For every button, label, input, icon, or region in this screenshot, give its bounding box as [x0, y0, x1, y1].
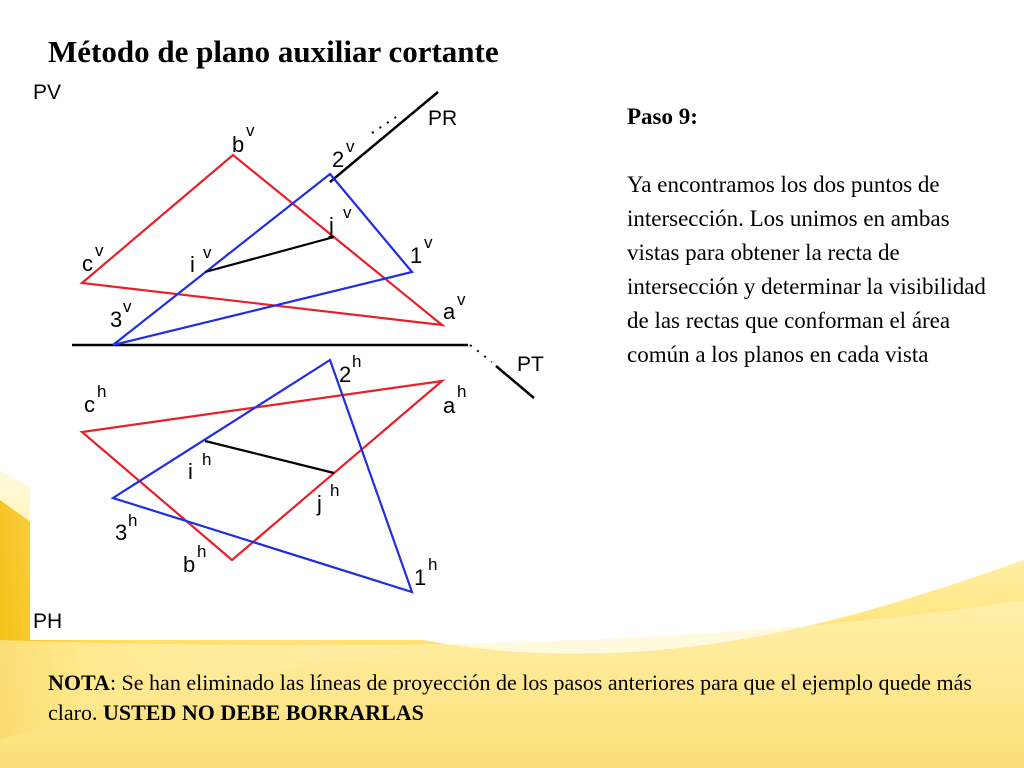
label-1-horizontal [414, 555, 437, 590]
label-3-horizontal [115, 511, 137, 545]
step-title: Paso 9: [627, 104, 698, 129]
svg-text:v: v [343, 203, 352, 222]
label-2-horizontal [339, 352, 361, 387]
step-explanation [627, 100, 987, 372]
svg-text:c: c [84, 392, 95, 417]
svg-text:i: i [188, 459, 193, 484]
svg-text:h: h [197, 542, 207, 561]
svg-text:v: v [246, 121, 255, 140]
svg-text:j: j [329, 213, 334, 238]
label-j-vertical [328, 203, 352, 238]
svg-text:h: h [330, 481, 340, 500]
label-b-vertical [232, 121, 255, 157]
note-emphasis: USTED NO DEBE BORRARLAS [102, 700, 424, 725]
svg-text:v: v [457, 290, 466, 309]
svg-text:1: 1 [414, 565, 427, 590]
svg-text:2: 2 [332, 147, 345, 172]
label-i-horizontal [188, 450, 211, 484]
svg-text:1: 1 [410, 243, 423, 268]
svg-text:h: h [128, 511, 138, 530]
step-body: Ya encontramos los dos puntos de intersección. Los unimos en ambas vistas para obtener la recta de intersección y determinar la visibilidad de las rectas que conforman el área común a los planos en cada vista [627, 172, 986, 367]
svg-text:v: v [123, 297, 132, 316]
note [48, 668, 988, 728]
svg-text:h: h [428, 555, 438, 574]
triangle-abc-horizontal [82, 381, 442, 560]
slide-title: Método de plano auxiliar cortante [48, 34, 499, 69]
svg-text:a: a [443, 393, 456, 418]
triangle-123-horizontal [113, 360, 412, 592]
svg-text:h: h [352, 352, 362, 371]
svg-text:b: b [232, 132, 245, 157]
triangle-123-vertical [113, 174, 412, 345]
svg-text:v: v [424, 233, 433, 252]
pt-label: PT [517, 353, 544, 376]
label-3-vertical [110, 297, 132, 332]
svg-text:h: h [97, 382, 107, 401]
note-text: : Se han eliminado las líneas de proyección de los pasos anteriores para que el ejemplo quede más claro. [48, 670, 972, 725]
label-c-vertical [82, 241, 104, 276]
pr-label: PR [428, 107, 458, 130]
svg-text:c: c [82, 251, 93, 276]
svg-text:v: v [346, 137, 355, 156]
pt-trace-dots [470, 345, 492, 362]
svg-text:h: h [457, 382, 467, 401]
ph-label: PH [33, 610, 63, 633]
intersection-line-horizontal [205, 441, 334, 473]
svg-text:v: v [95, 241, 104, 260]
note-label: NOTA [48, 670, 110, 695]
svg-text:h: h [202, 450, 212, 469]
pv-label: PV [33, 81, 62, 104]
label-c-horizontal [84, 382, 106, 417]
label-a-horizontal [443, 382, 466, 418]
label-b-horizontal [183, 542, 206, 577]
label-1-vertical [410, 233, 433, 268]
svg-text:a: a [443, 299, 456, 324]
intersection-line-vertical [205, 237, 334, 272]
svg-text:3: 3 [110, 307, 123, 332]
triangle-abc-vertical [82, 155, 442, 325]
svg-text:i: i [190, 252, 195, 277]
svg-text:3: 3 [115, 520, 128, 545]
svg-text:v: v [203, 243, 212, 262]
svg-text:2: 2 [339, 362, 352, 387]
label-a-vertical [443, 290, 466, 324]
svg-text:j: j [317, 491, 322, 516]
label-2-vertical [332, 137, 355, 172]
svg-text:b: b [183, 552, 196, 577]
